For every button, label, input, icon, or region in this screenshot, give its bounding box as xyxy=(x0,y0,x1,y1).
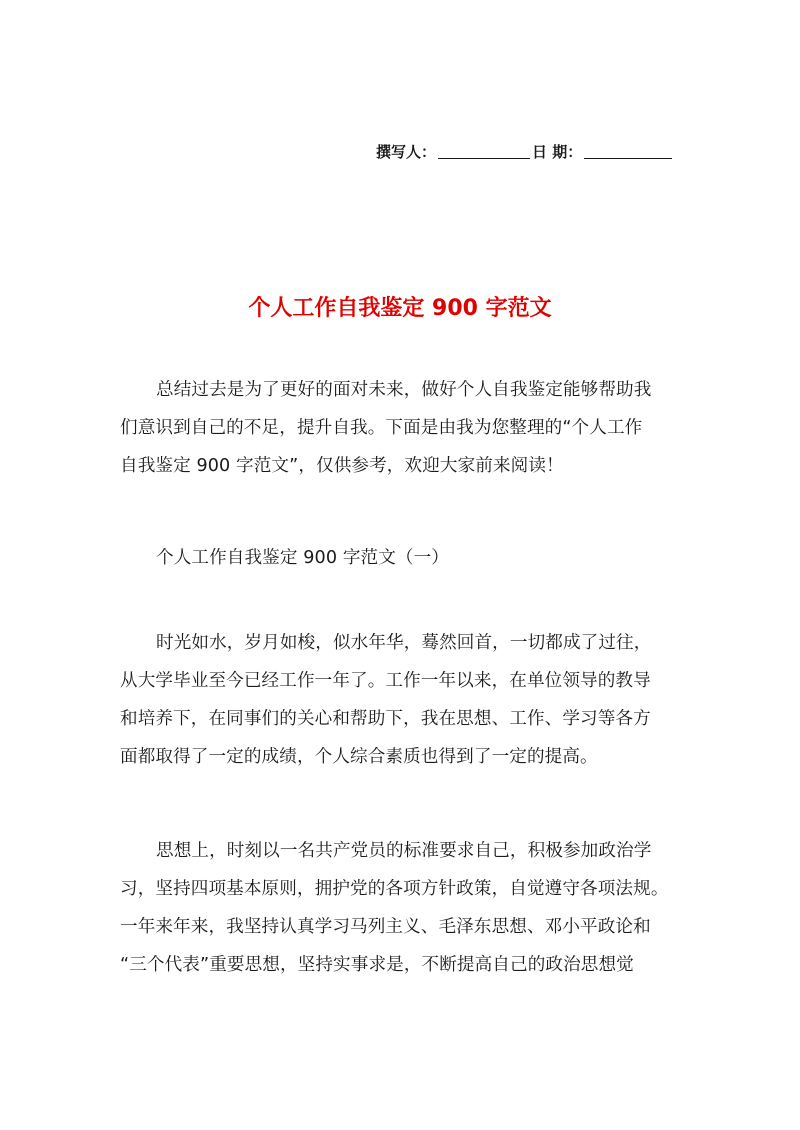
text-line: 们意识到自己的不足，提升自我。下面是由我为您整理的“个人工作 xyxy=(120,418,643,438)
body-paragraph-2 xyxy=(120,832,684,984)
intro-paragraph xyxy=(120,371,684,485)
date-label: 日 期： xyxy=(532,143,583,161)
text-line: 习，坚持四项基本原则，拥护党的各项方针政策，自觉遵守各项法规。 xyxy=(120,879,669,899)
document-header xyxy=(376,138,682,162)
text-line: 从大学毕业至今已经工作一年了。工作一年以来，在单位领导的教导 xyxy=(120,671,651,691)
text-line: 总结过去是为了更好的面对未来，做好个人自我鉴定能够帮助我 xyxy=(156,380,652,400)
text-line: 一年来年来，我坚持认真学习马列主义、毛泽东思想、邓小平政论和 xyxy=(120,917,651,937)
text-line: “三个代表”重要思想，坚持实事求是，不断提高自己的政治思想觉 xyxy=(120,955,634,975)
text-line: 和培养下，在同事们的关心和帮助下，我在思想、工作、学习等各方 xyxy=(120,709,651,729)
text-line: 自我鉴定 900 字范文”，仅供参考，欢迎大家前来阅读！ xyxy=(120,456,564,476)
document-title: 个人工作自我鉴定 900 字范文 xyxy=(248,296,552,321)
section-heading-text: 个人工作自我鉴定 900 字范文（一） xyxy=(156,548,449,568)
section-heading xyxy=(120,539,684,577)
author-blank-field xyxy=(438,140,530,159)
text-line: 时光如水，岁月如梭，似水年华，蓦然回首，一切都成了过往， xyxy=(156,633,652,653)
body-paragraph-1 xyxy=(120,624,684,776)
author-label: 撰写人： xyxy=(376,143,437,161)
text-line: 面都取得了一定的成绩，个人综合素质也得到了一定的提高。 xyxy=(120,747,598,767)
date-blank-field xyxy=(584,140,672,159)
text-line: 思想上，时刻以一名共产党员的标准要求自己，积极参加政治学 xyxy=(156,841,652,861)
